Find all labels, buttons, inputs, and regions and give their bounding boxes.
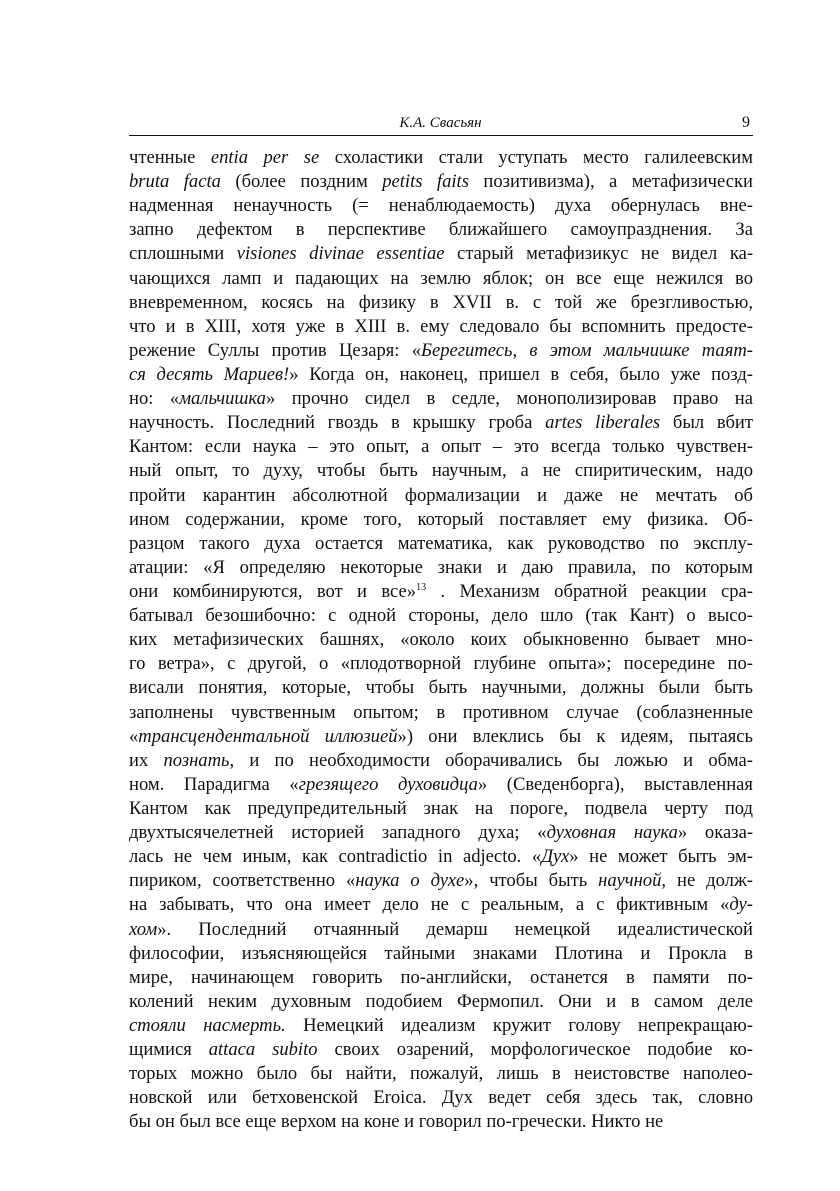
text-run: разцом такого духа остается математика, как руководство по эксплу- — [129, 532, 753, 554]
italic-text: Дух — [541, 846, 570, 868]
running-head — [129, 113, 752, 133]
running-head-author: К.А. Свасьян — [399, 115, 482, 131]
text-run: на забывать, что она имеет дело не с реальным, а с фиктивным « — [129, 894, 730, 916]
text-line — [129, 387, 753, 411]
text-run: вневременном, косясь на физику в XVII в. с той же брезгливостью, — [129, 291, 753, 313]
text-run: ». Последний отчаянный демарш немецкой идеалистической — [157, 918, 753, 940]
text-run: » прочно сидел в седле, монополизировав право на — [265, 388, 753, 410]
italic-text: научной — [598, 870, 662, 892]
italic-text: хом — [129, 918, 158, 940]
text-run: колений неким духовным подобием Фермопил. Они и в самом деле — [129, 990, 753, 1012]
text-line — [129, 291, 753, 315]
text-run: Кантом: если наука – это опыт, а опыт – это всегда только чувствен- — [129, 436, 753, 458]
text-run: запно дефектом в перспективе ближайшего самоупразднения. За — [129, 219, 753, 241]
text-line — [129, 484, 753, 508]
italic-text: трансцендентальной иллюзией — [138, 725, 398, 747]
text-line — [129, 725, 753, 749]
text-run: ») они влеклись бы к идеям, пытаясь — [397, 725, 754, 747]
text-line — [129, 676, 753, 700]
text-run: » (Сведенборга), выставленная — [477, 773, 753, 795]
text-line — [129, 580, 753, 604]
text-line — [129, 773, 753, 797]
text-run: », чтобы быть — [464, 870, 599, 892]
text-line — [129, 411, 753, 435]
text-line — [129, 942, 753, 966]
text-run: сплошными — [129, 243, 237, 265]
text-run: надменная ненаучность (= ненаблюдаемость) духа обернулась вне- — [129, 195, 753, 217]
italic-text: ся десять Мариев! — [129, 363, 290, 385]
italic-text: наука о духе — [355, 870, 465, 892]
text-run: « — [129, 725, 139, 747]
text-line — [129, 315, 753, 339]
page-number: 9 — [742, 114, 750, 131]
italic-text: artes liberales — [545, 412, 661, 434]
text-run: » Когда он, наконец, пришел в себя, было уже позд- — [289, 363, 753, 385]
text-line — [129, 170, 753, 194]
text-run: но: « — [129, 388, 180, 410]
text-line — [129, 797, 753, 821]
text-run: атации: «Я определяю некоторые знаки и даю правила, по которым — [129, 556, 753, 578]
text-run: » оказа- — [677, 822, 754, 844]
text-run: » не может быть эм- — [569, 846, 753, 868]
text-run: заполнены чувственным опытом; в противном случае (соблазненные — [129, 701, 753, 723]
italic-text: духовная наука — [546, 822, 678, 844]
text-run: висали понятия, которые, чтобы быть научными, должны были быть — [129, 677, 753, 699]
text-line — [129, 339, 753, 363]
text-line — [129, 990, 753, 1014]
text-line — [129, 1086, 753, 1110]
text-run: их — [129, 749, 164, 771]
text-line — [129, 918, 753, 942]
italic-text: познать — [163, 749, 230, 771]
text-run: ких метафизических башнях, «около коих обыкновенно бывает мно- — [129, 629, 753, 651]
text-run: бы он был все еще верхом на коне и говорил по-гречески. Никто не — [129, 1111, 664, 1133]
text-run: был вбит — [660, 412, 753, 434]
text-line — [129, 146, 753, 170]
text-run: они комбинируются, вот и все» — [129, 580, 417, 602]
italic-text: Берегитесь, в этом мальчишке таят- — [421, 339, 753, 361]
text-run: , и по необходимости оборачивались бы ложью и обма- — [229, 749, 753, 771]
text-line — [129, 267, 753, 291]
text-run: двухтысячелетней историей западного духа; « — [129, 822, 547, 844]
italic-text: petits faits — [382, 171, 469, 193]
text-run: своих озарений, морфологическое подобие ко- — [317, 1039, 753, 1061]
text-run: позитивизма), а метафизически — [468, 171, 753, 193]
text-line — [129, 556, 753, 580]
text-line — [129, 1038, 753, 1062]
text-run: . Механизм обратной реакции сра- — [426, 580, 753, 602]
text-run: пройти карантин абсолютной формализации и даже не мечтать об — [129, 484, 753, 506]
text-run: чающихся ламп и падающих на землю яблок; он все еще нежился во — [129, 267, 753, 289]
text-run: (более поздним — [220, 171, 383, 193]
text-run: ный опыт, то духу, чтобы быть научным, а не спиритическим, надо — [129, 460, 753, 482]
text-line — [129, 1014, 753, 1038]
italic-text: грезящего духовидца — [298, 773, 478, 795]
text-run: лась не чем иным, как contradictio in adjecto. « — [129, 846, 542, 868]
text-run: щимися — [129, 1039, 209, 1061]
text-run: батывал безошибочно: с одной стороны, дело шло (так Кант) о высо- — [129, 605, 753, 627]
text-line — [129, 194, 753, 218]
text-run: что и в XIII, хотя уже в XIII в. ему следовало бы вспомнить предосте- — [129, 315, 753, 337]
text-run: Кантом как предупредительный знак на пороге, подвела черту под — [129, 797, 753, 819]
text-run: научность. Последний гвоздь в крышку гроба — [129, 412, 546, 434]
footnote-ref: 13 — [416, 581, 427, 593]
italic-text: ду- — [729, 894, 753, 916]
header-rule — [129, 135, 753, 136]
text-run: схоластики стали уступать место галилеевским — [319, 147, 753, 168]
text-run: ином содержании, кроме того, который поставляет ему физика. Об- — [129, 508, 753, 530]
text-line — [129, 893, 753, 917]
text-line — [129, 532, 753, 556]
text-line — [129, 628, 753, 652]
body-paragraph — [129, 146, 753, 1134]
text-line — [129, 845, 753, 869]
text-line — [129, 749, 753, 773]
text-line — [129, 218, 753, 242]
text-line — [129, 966, 753, 990]
text-run: ном. Парадигма « — [129, 773, 299, 795]
text-line — [129, 869, 753, 893]
italic-text: entia per se — [210, 147, 320, 168]
text-run: чтенные — [129, 147, 211, 168]
text-line — [129, 652, 753, 676]
text-line — [129, 363, 753, 387]
text-line — [129, 508, 753, 532]
text-run: Немецкий идеализм кружит голову непрекращаю- — [285, 1014, 753, 1036]
text-line — [129, 459, 753, 483]
italic-text: bruta facta — [129, 171, 221, 193]
text-line — [129, 604, 753, 628]
text-line — [129, 1110, 753, 1134]
text-run: старый метафизикус не видел ка- — [444, 243, 754, 265]
text-line — [129, 242, 753, 266]
italic-text: мальчишка — [179, 388, 266, 410]
text-line — [129, 1062, 753, 1086]
text-line — [129, 821, 753, 845]
text-line — [129, 435, 753, 459]
text-run: философии, изъясняющейся тайными знаками Плотина и Прокла в — [129, 942, 753, 964]
text-run: мире, начинающем говорить по-английски, останется в памяти по- — [129, 966, 753, 988]
italic-text: visiones divinae essentiae — [236, 243, 445, 265]
text-run: го ветра», с другой, о «плодотворной глубине опыта»; посередине по- — [129, 653, 753, 675]
italic-text: стояли насмерть. — [129, 1014, 286, 1036]
text-run: торых можно было бы найти, пожалуй, лишь в неистовстве наполео- — [129, 1063, 753, 1085]
text-run: режение Суллы против Цезаря: « — [129, 339, 422, 361]
text-line — [129, 701, 753, 725]
text-run: , не долж- — [661, 870, 753, 892]
text-run: новской или бетховенской Eroica. Дух ведет себя здесь так, словно — [129, 1087, 753, 1109]
italic-text: attaca subito — [208, 1039, 318, 1061]
text-run: пириком, соответственно « — [129, 870, 356, 892]
